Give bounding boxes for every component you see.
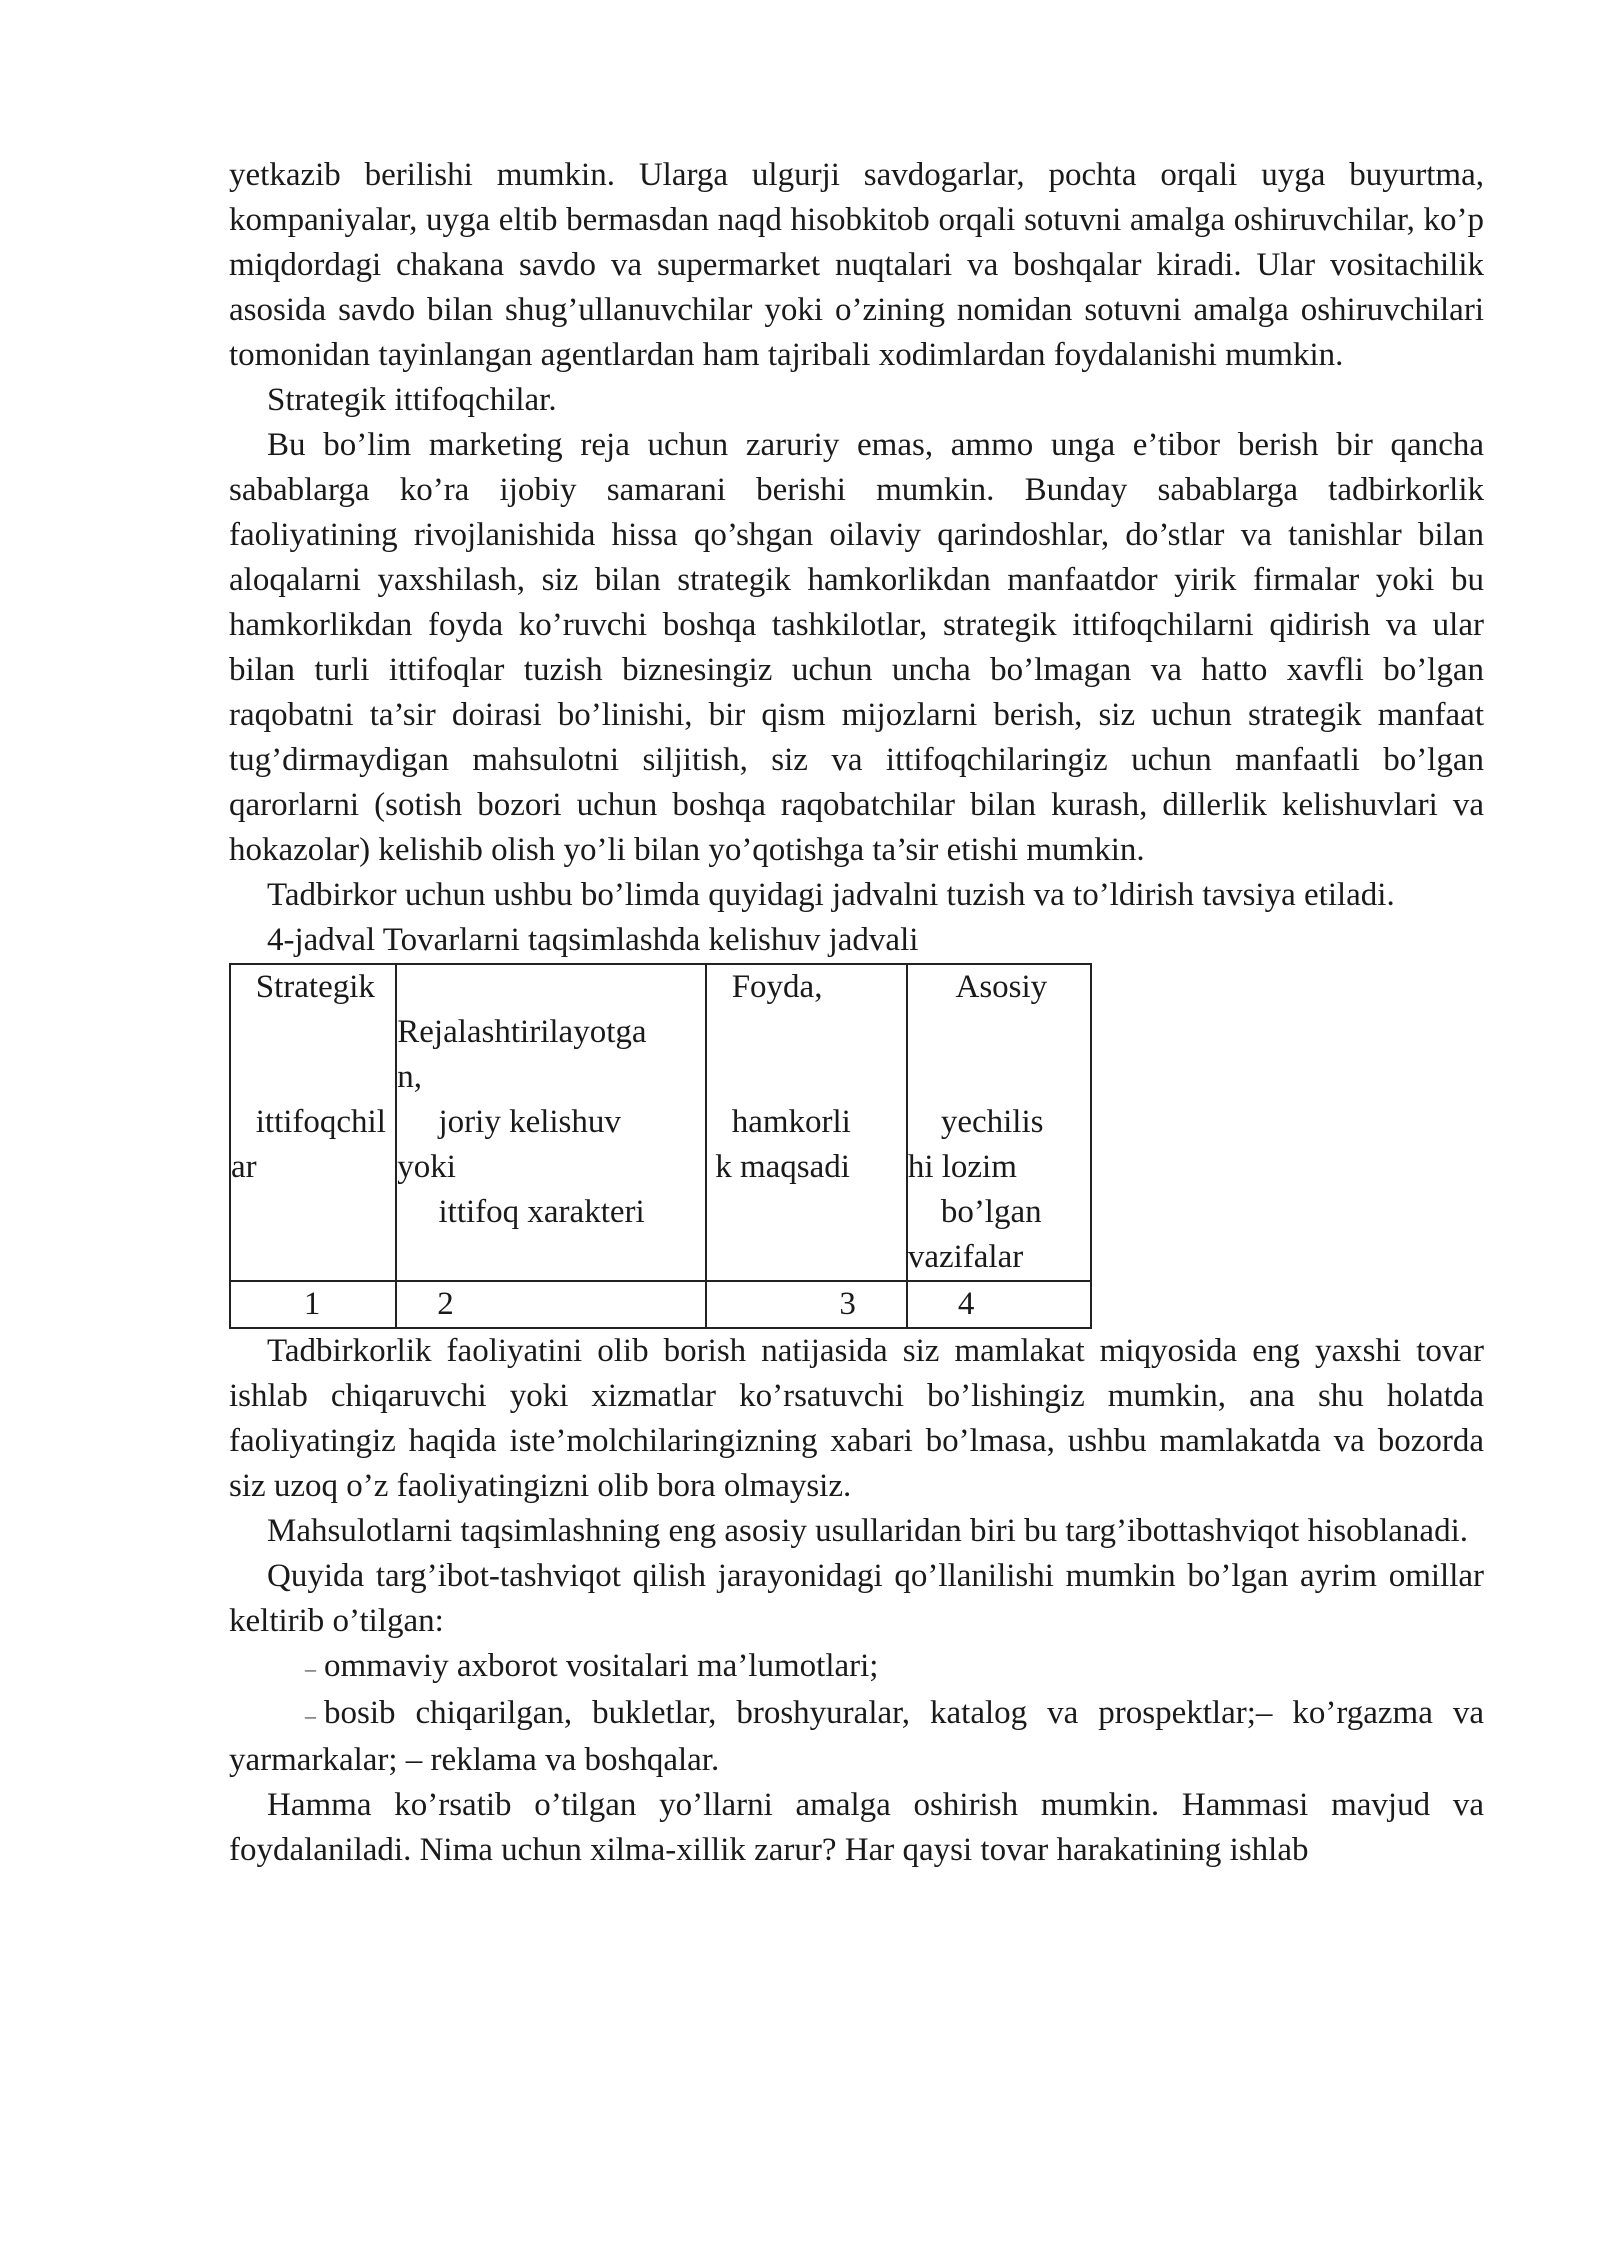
paragraph: Quyida targ’ibot-tashviqot qilish jarayonidagi qo’llanilishi mumkin bo’lgan ayrim omillar keltirib o’tilgan: xyxy=(229,1558,1484,1639)
paragraph: yetkazib berilishi mumkin. Ularga ulgurji savdogarlar, pochta orqali uyga buyurtma, kompaniyalar, uyga eltib bermasdan naqd hisobkitob orqali sotuvni amalga oshiruvchilar, ko’p miqdordagi chakana savdo va supermarket nuqtalari va boshqalar kiradi. Ular vositachilik asosida savdo bilan shug’ullanuvchilar yoki o’zining nomidan sotuvni amalga oshiruvchilari tomonidan tayinlangan agentlardan ham tajribali xodimlardan foydalanishi mumkin. xyxy=(229,157,1484,373)
header-cell-strategic-allies: Strategik ittifoqchil ar xyxy=(230,964,396,1281)
column-number: 4 xyxy=(907,1281,1091,1328)
paragraph: Tadbirkorlik faoliyatini olib borish natijasida siz mamlakat miqyosida eng yaxshi tovar ishlab chiqaruvchi yoki xizmatlar ko’rsatuvchi bo’lishingiz mumkin, ana shu holatda faoliyatingiz haqida iste’molchilaringizning xabari bo’lmasa, ushbu mamlakatda va bozorda siz uzoq o’z faoliyatingizni olib bora olmaysiz. xyxy=(229,1333,1484,1504)
column-number: 1 xyxy=(230,1281,396,1328)
column-number: 2 xyxy=(396,1281,706,1328)
dash-bullet: – xyxy=(305,1703,316,1728)
page-content xyxy=(229,153,1484,1873)
list-item xyxy=(229,1644,1484,1691)
dash-bullet: – xyxy=(305,1656,316,1681)
table-header-row xyxy=(230,964,1091,1281)
table-number-row xyxy=(230,1281,1091,1328)
header-cell-main-tasks: Asosiy yechilis hi lozim bo’lgan vazifalar xyxy=(907,964,1091,1281)
section-heading: Strategik ittifoqchilar. xyxy=(267,382,557,418)
list-item xyxy=(229,1691,1484,1783)
table-title: 4-jadval Tovarlarni taqsimlashda kelishuv jadvali xyxy=(267,922,919,958)
paragraph: Hamma ko’rsatib o’tilgan yo’llarni amalga oshirish mumkin. Hammasi mavjud va foydalaniladi. Nima uchun xilma-xillik zarur? Har qaysi tovar harakatining ishlab xyxy=(229,1787,1484,1868)
agreement-table xyxy=(229,963,1092,1329)
paragraph: Tadbirkor uchun ushbu bo’limda quyidagi jadvalni tuzish va to’ldirish tavsiya etiladi. xyxy=(267,877,1395,913)
paragraph: Mahsulotlarni taqsimlashning eng asosiy usullaridan biri bu targ’ibottashviqot hisoblanadi. xyxy=(267,1513,1468,1549)
column-number: 3 xyxy=(706,1281,907,1328)
header-cell-benefit-goal: Foyda, hamkorli k maqsadi xyxy=(706,964,907,1281)
list-item-text: ommaviy axborot vositalari ma’lumotlari; xyxy=(324,1648,879,1684)
list-item-text: bosib chiqarilgan, bukletlar, broshyuralar, katalog va prospektlar;– ko’rgazma va yarmarkalar; – reklama va boshqalar. xyxy=(229,1695,1484,1778)
header-cell-agreement-character: Rejalashtirilayotga n, joriy kelishuv yoki ittifoq xarakteri xyxy=(396,964,706,1281)
paragraph: Bu bo’lim marketing reja uchun zaruriy emas, ammo unga e’tibor berish bir qancha sabablarga ko’ra ijobiy samarani berishi mumkin. Bunday sabablarga tadbirkorlik faoliyatining rivojlanishida hissa qo’shgan oilaviy qarindoshlar, do’stlar va tanishlar bilan aloqalarni yaxshilash, siz bilan strategik hamkorlikdan manfaatdor yirik firmalar yoki bu hamkorlikdan foyda ko’ruvchi boshqa tashkilotlar, strategik ittifoqchilarni qidirish va ular bilan turli ittifoqlar tuzish biznesingiz uchun uncha bo’lmagan va hatto xavfli bo’lgan raqobatni ta’sir doirasi bo’linishi, bir qism mijozlarni berish, siz uchun strategik manfaat tug’dirmaydigan mahsulotni siljitish, siz va ittifoqchilaringiz uchun manfaatli bo’lgan qarorlarni (sotish bozori uchun boshqa raqobatchilar bilan kurash, dillerlik kelishuvlari va hokazolar) kelishib olish yo’li bilan yo’qotishga ta’sir etishi mumkin. xyxy=(229,427,1484,868)
